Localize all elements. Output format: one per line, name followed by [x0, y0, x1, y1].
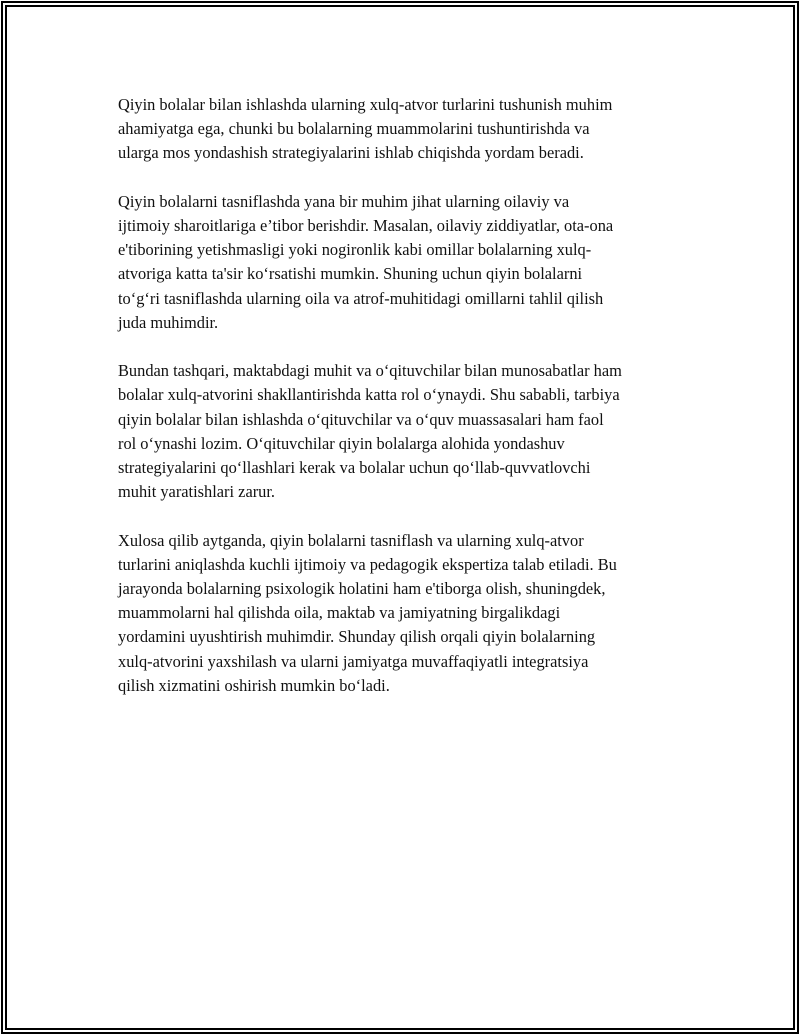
paragraph-3: Bundan tashqari, maktabdagi muhit va o‘qituvchilar bilan munosabatlar ham bolalar xulq-atvorini shakllantirishda katta rol o‘ynaydi. Shu sababli, tarbiya qiyin bolalar bilan ishlashda o‘qituvchilar va o‘quv muassasalari ham faol rol o‘ynashi lozim. O‘qituvchilar qiyin bolalarga alohida yondashuv strategiyalarini qo‘llashlari kerak va bolalar uchun qo‘llab-quvvatlovchi muhit yaratishlari zarur. [118, 361, 622, 502]
paragraph-1: Qiyin bolalar bilan ishlashda ularning xulq-atvor turlarini tushunish muhim ahamiyatga ega, chunki bu bolalarning muammolarini tushuntirishda va ularga mos yondashish strategiyalarini ishlab chiqishda yordam beradi. [118, 95, 613, 163]
paragraph-4: Xulosa qilib aytganda, qiyin bolalarni tasniflash va ularning xulq-atvor turlarini aniqlashda kuchli ijtimoiy va pedagogik ekspertiza talab etiladi. Bu jarayonda bolalarning psixologik holatini ham e'tiborga olish, shuningdek, muammolarni hal qilishda oila, maktab va jamiyatning birgalikdagi yordamini uyushtirish muhimdir. Shunday qilish orqali qiyin bolalarning xulq-atvorini yaxshilash va ularni jamiyatga muvaffaqiyatli integratsiya qilish xizmatini oshirish mumkin bo‘ladi. [118, 530, 617, 695]
paragraph-2: Qiyin bolalarni tasniflashda yana bir muhim jihat ularning oilaviy va ijtimoiy sharoitlariga e’tibor berishdir. Masalan, oilaviy ziddiyatlar, ota-ona e'tiborining yetishmasligi yoki nogironlik kabi omillar bolalarning xulq- atvoriga katta ta'sir ko‘rsatishi mumkin. Shuning uchun qiyin bolalarni to‘g‘ri tasniflashda ularning oila va atrof-muhitidagi omillarni tahlil qilish juda muhimdir. [118, 191, 614, 332]
document-body [118, 93, 698, 722]
